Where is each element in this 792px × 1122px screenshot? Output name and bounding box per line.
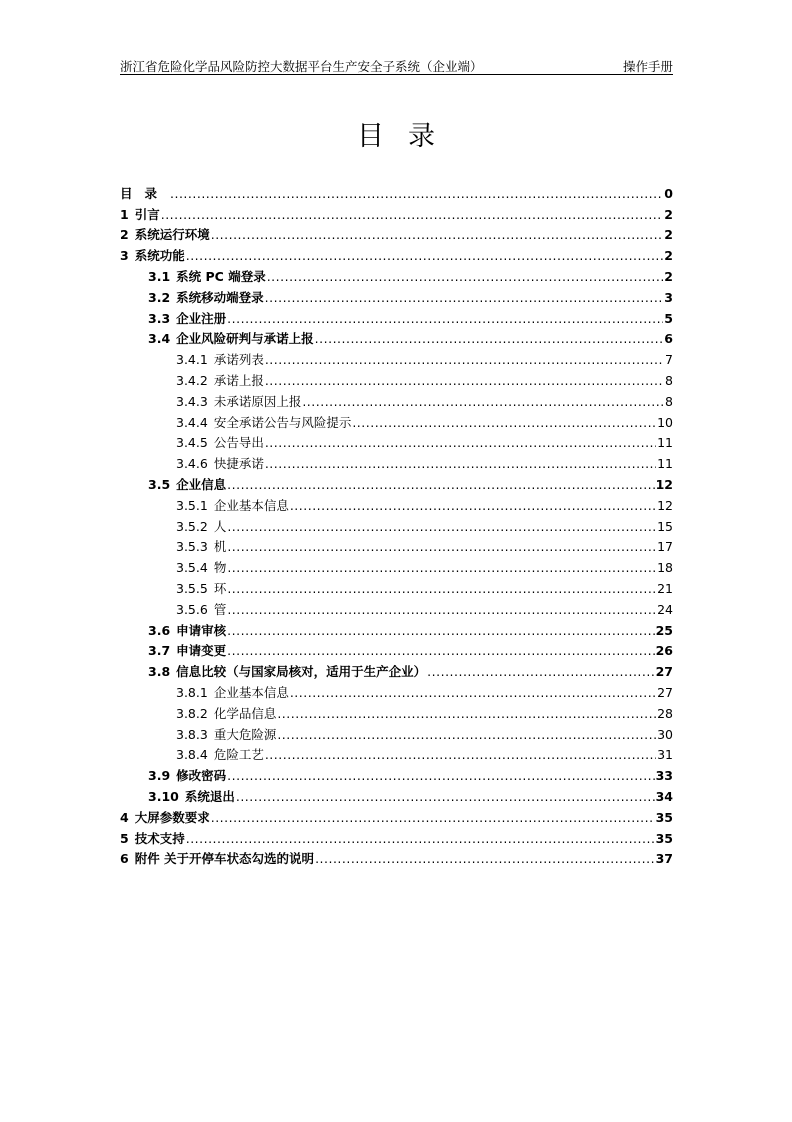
toc-entry-number: 3.8.2 bbox=[176, 705, 208, 721]
toc-entry[interactable] bbox=[120, 201, 673, 222]
toc-leader-dots bbox=[265, 374, 664, 388]
toc-entry-label: 目录 bbox=[120, 185, 170, 201]
toc-entry-number: 3.7 bbox=[148, 643, 171, 659]
toc-leader-dots bbox=[290, 499, 656, 513]
toc-entry-number: 3.1 bbox=[148, 268, 171, 284]
toc-leader-dots bbox=[277, 728, 656, 742]
toc-entry[interactable] bbox=[120, 367, 673, 388]
document-type: 操作手册 bbox=[622, 59, 673, 74]
toc-entry-label: 企业基本信息 bbox=[213, 497, 289, 513]
toc-entry-page: 26 bbox=[655, 643, 673, 659]
toc-entry[interactable] bbox=[120, 388, 673, 409]
toc-leader-dots bbox=[227, 312, 663, 326]
toc-leader-dots bbox=[227, 478, 654, 492]
toc-entry-label: 承诺列表 bbox=[213, 352, 264, 368]
toc-entry-page: 10 bbox=[657, 414, 673, 430]
toc-entry-page: 7 bbox=[665, 352, 673, 368]
toc-entry-label: 系统退出 bbox=[184, 788, 235, 804]
toc-leader-dots bbox=[267, 270, 664, 284]
toc-leader-dots bbox=[227, 561, 656, 575]
toc-entry-page: 21 bbox=[657, 580, 673, 596]
toc-leader-dots bbox=[170, 187, 663, 201]
toc-entry-label: 安全承诺公告与风险提示 bbox=[213, 414, 352, 430]
toc-entry-page: 6 bbox=[664, 331, 673, 347]
toc-entry-page: 28 bbox=[657, 705, 673, 721]
toc-entry[interactable] bbox=[120, 326, 673, 347]
toc-leader-dots bbox=[211, 228, 664, 242]
toc-leader-dots bbox=[315, 852, 655, 866]
toc-leader-dots bbox=[227, 624, 654, 638]
toc-leader-dots bbox=[290, 686, 656, 700]
toc-entry-number: 3.5.6 bbox=[176, 601, 208, 617]
toc-entry-label: 化学品信息 bbox=[213, 705, 277, 721]
toc-entry-number: 3.4.6 bbox=[176, 456, 208, 472]
toc-entry-label: 承诺上报 bbox=[213, 372, 264, 388]
toc-entry-page: 30 bbox=[657, 726, 673, 742]
toc-entry-number: 3.5.1 bbox=[176, 497, 208, 513]
toc-entry-number: 3.4 bbox=[148, 331, 171, 347]
toc-entry-page: 27 bbox=[655, 664, 673, 680]
toc-leader-dots bbox=[227, 603, 656, 617]
toc-entry-page: 2 bbox=[664, 268, 673, 284]
toc-entry-number: 6 bbox=[120, 851, 129, 867]
toc-leader-dots bbox=[227, 582, 656, 596]
toc-entry-number: 3.4.5 bbox=[176, 435, 208, 451]
toc-entry-page: 34 bbox=[655, 788, 673, 804]
toc-entry[interactable] bbox=[120, 513, 673, 534]
toc-leader-dots bbox=[265, 291, 664, 305]
toc-entry[interactable] bbox=[120, 825, 673, 846]
toc-entry[interactable] bbox=[120, 242, 673, 263]
toc-entry[interactable] bbox=[120, 804, 673, 825]
toc-entry-number: 3.5.4 bbox=[176, 560, 208, 576]
toc-entry[interactable] bbox=[120, 430, 673, 451]
toc-leader-dots bbox=[227, 520, 656, 534]
toc-entry-number: 3.4.2 bbox=[176, 372, 208, 388]
toc-leader-dots bbox=[352, 416, 656, 430]
toc-entry-label: 系统移动端登录 bbox=[176, 289, 264, 305]
toc-entry-number: 3.10 bbox=[148, 788, 179, 804]
toc-leader-dots bbox=[265, 748, 656, 762]
toc-entry-page: 11 bbox=[657, 435, 673, 451]
toc-entry-page: 33 bbox=[655, 768, 673, 784]
toc-entry-label: 系统运行环境 bbox=[134, 227, 210, 243]
toc-entry-page: 37 bbox=[655, 851, 673, 867]
toc-entry-label: 人 bbox=[213, 518, 227, 534]
toc-entry-page: 5 bbox=[664, 310, 673, 326]
toc-entry[interactable] bbox=[120, 762, 673, 783]
toc-entry-number: 2 bbox=[120, 227, 129, 243]
toc-entry-page: 2 bbox=[664, 227, 673, 243]
toc-entry-label: 快捷承诺 bbox=[213, 456, 264, 472]
toc-entry[interactable] bbox=[120, 471, 673, 492]
toc-entry-page: 8 bbox=[665, 372, 673, 388]
toc-entry-page: 35 bbox=[655, 809, 673, 825]
toc-leader-dots bbox=[236, 790, 655, 804]
toc-leader-dots bbox=[315, 332, 664, 346]
toc-entry-label: 申请审核 bbox=[176, 622, 227, 638]
toc-entry-page: 27 bbox=[657, 684, 673, 700]
toc-entry-page: 17 bbox=[657, 539, 673, 555]
toc-leader-dots bbox=[211, 811, 655, 825]
toc-entry-label: 引言 bbox=[134, 206, 160, 222]
toc-entry[interactable] bbox=[120, 575, 673, 596]
toc-entry[interactable] bbox=[120, 638, 673, 659]
toc-entry-page: 8 bbox=[665, 393, 673, 409]
toc-entry[interactable] bbox=[120, 450, 673, 471]
toc-entry[interactable] bbox=[120, 222, 673, 243]
toc-entry[interactable] bbox=[120, 846, 673, 867]
toc-leader-dots bbox=[161, 208, 664, 222]
toc-entry[interactable] bbox=[120, 180, 673, 201]
toc-entry-label: 系统功能 bbox=[134, 248, 185, 264]
toc-entry[interactable] bbox=[120, 721, 673, 742]
toc-entry-label: 信息比较（与国家局核对，适用于生产企业） bbox=[176, 664, 427, 680]
toc-entry-number: 3.6 bbox=[148, 622, 171, 638]
page-title: 目录 bbox=[357, 121, 459, 152]
toc-entry[interactable] bbox=[120, 534, 673, 555]
toc-entry-label: 技术支持 bbox=[134, 830, 185, 846]
toc-entry-page: 12 bbox=[657, 497, 673, 513]
toc-entry-number: 3.5.2 bbox=[176, 518, 208, 534]
toc-entry-label: 未承诺原因上报 bbox=[213, 393, 302, 409]
toc-entry[interactable] bbox=[120, 596, 673, 617]
toc-entry-number: 3.5.5 bbox=[176, 580, 208, 596]
table-of-contents bbox=[120, 180, 673, 866]
toc-entry[interactable] bbox=[120, 346, 673, 367]
toc-leader-dots bbox=[427, 665, 654, 679]
toc-entry-label: 系统 PC 端登录 bbox=[176, 268, 266, 284]
toc-entry-label: 重大危险源 bbox=[213, 726, 277, 742]
toc-leader-dots bbox=[302, 395, 664, 409]
toc-entry[interactable] bbox=[120, 305, 673, 326]
toc-leader-dots bbox=[186, 249, 664, 263]
toc-entry-label: 企业风险研判与承诺上报 bbox=[176, 331, 314, 347]
toc-entry-label: 大屏参数要求 bbox=[134, 809, 210, 825]
toc-entry-label: 企业注册 bbox=[176, 310, 227, 326]
toc-entry-number: 3.2 bbox=[148, 289, 171, 305]
toc-entry-page: 24 bbox=[657, 601, 673, 617]
toc-entry-number: 3.4.3 bbox=[176, 393, 208, 409]
toc-entry[interactable] bbox=[120, 617, 673, 638]
toc-entry-number: 3.4.4 bbox=[176, 414, 208, 430]
toc-entry-page: 2 bbox=[664, 206, 673, 222]
toc-entry-page: 2 bbox=[664, 248, 673, 264]
toc-entry-page: 18 bbox=[657, 560, 673, 576]
toc-entry-number: 1 bbox=[120, 206, 129, 222]
toc-entry[interactable] bbox=[120, 492, 673, 513]
toc-entry[interactable] bbox=[120, 409, 673, 430]
toc-entry[interactable] bbox=[120, 284, 673, 305]
toc-entry-number: 3.5.3 bbox=[176, 539, 208, 555]
toc-entry[interactable] bbox=[120, 263, 673, 284]
toc-entry[interactable] bbox=[120, 783, 673, 804]
toc-entry-number: 3.8.3 bbox=[176, 726, 208, 742]
toc-entry-label: 附件 关于开停车状态勾选的说明 bbox=[134, 851, 315, 867]
toc-entry-label: 物 bbox=[213, 560, 227, 576]
toc-leader-dots bbox=[265, 353, 664, 367]
toc-entry-page: 3 bbox=[664, 289, 673, 305]
toc-entry-number: 3 bbox=[120, 248, 129, 264]
toc-entry-label: 企业信息 bbox=[176, 476, 227, 492]
toc-entry-number: 4 bbox=[120, 809, 129, 825]
toc-leader-dots bbox=[265, 457, 656, 471]
toc-entry-label: 管 bbox=[213, 601, 227, 617]
toc-entry-number: 3.8 bbox=[148, 664, 171, 680]
toc-entry-number: 3.8.1 bbox=[176, 684, 208, 700]
toc-leader-dots bbox=[277, 707, 656, 721]
toc-entry-label: 公告导出 bbox=[213, 435, 264, 451]
toc-entry-number: 3.8.4 bbox=[176, 747, 208, 763]
page-header bbox=[120, 56, 673, 75]
toc-leader-dots bbox=[227, 540, 656, 554]
toc-entry-page: 0 bbox=[664, 185, 673, 201]
toc-entry-label: 危险工艺 bbox=[213, 747, 264, 763]
toc-leader-dots bbox=[227, 769, 654, 783]
toc-entry-page: 25 bbox=[655, 622, 673, 638]
toc-entry-number: 3.3 bbox=[148, 310, 171, 326]
toc-entry-label: 机 bbox=[213, 539, 227, 555]
toc-entry-number: 3.5 bbox=[148, 476, 171, 492]
toc-leader-dots bbox=[227, 644, 654, 658]
toc-entry[interactable] bbox=[120, 742, 673, 763]
toc-entry-label: 修改密码 bbox=[176, 768, 227, 784]
toc-entry-page: 31 bbox=[657, 747, 673, 763]
toc-entry-number: 3.4.1 bbox=[176, 352, 208, 368]
toc-entry[interactable] bbox=[120, 700, 673, 721]
toc-leader-dots bbox=[186, 832, 655, 846]
toc-entry-page: 15 bbox=[657, 518, 673, 534]
toc-entry-label: 环 bbox=[213, 580, 227, 596]
toc-entry[interactable] bbox=[120, 554, 673, 575]
toc-entry-page: 35 bbox=[655, 830, 673, 846]
toc-entry[interactable] bbox=[120, 679, 673, 700]
toc-entry-label: 企业基本信息 bbox=[213, 684, 289, 700]
toc-entry-label: 申请变更 bbox=[176, 643, 227, 659]
toc-leader-dots bbox=[265, 436, 656, 450]
toc-entry[interactable] bbox=[120, 658, 673, 679]
toc-entry-page: 11 bbox=[657, 456, 673, 472]
document-title: 浙江省危险化学品风险防控大数据平台生产安全子系统（企业端） bbox=[120, 59, 483, 74]
toc-entry-number: 5 bbox=[120, 830, 129, 846]
toc-entry-number: 3.9 bbox=[148, 768, 171, 784]
toc-entry-page: 12 bbox=[655, 476, 673, 492]
